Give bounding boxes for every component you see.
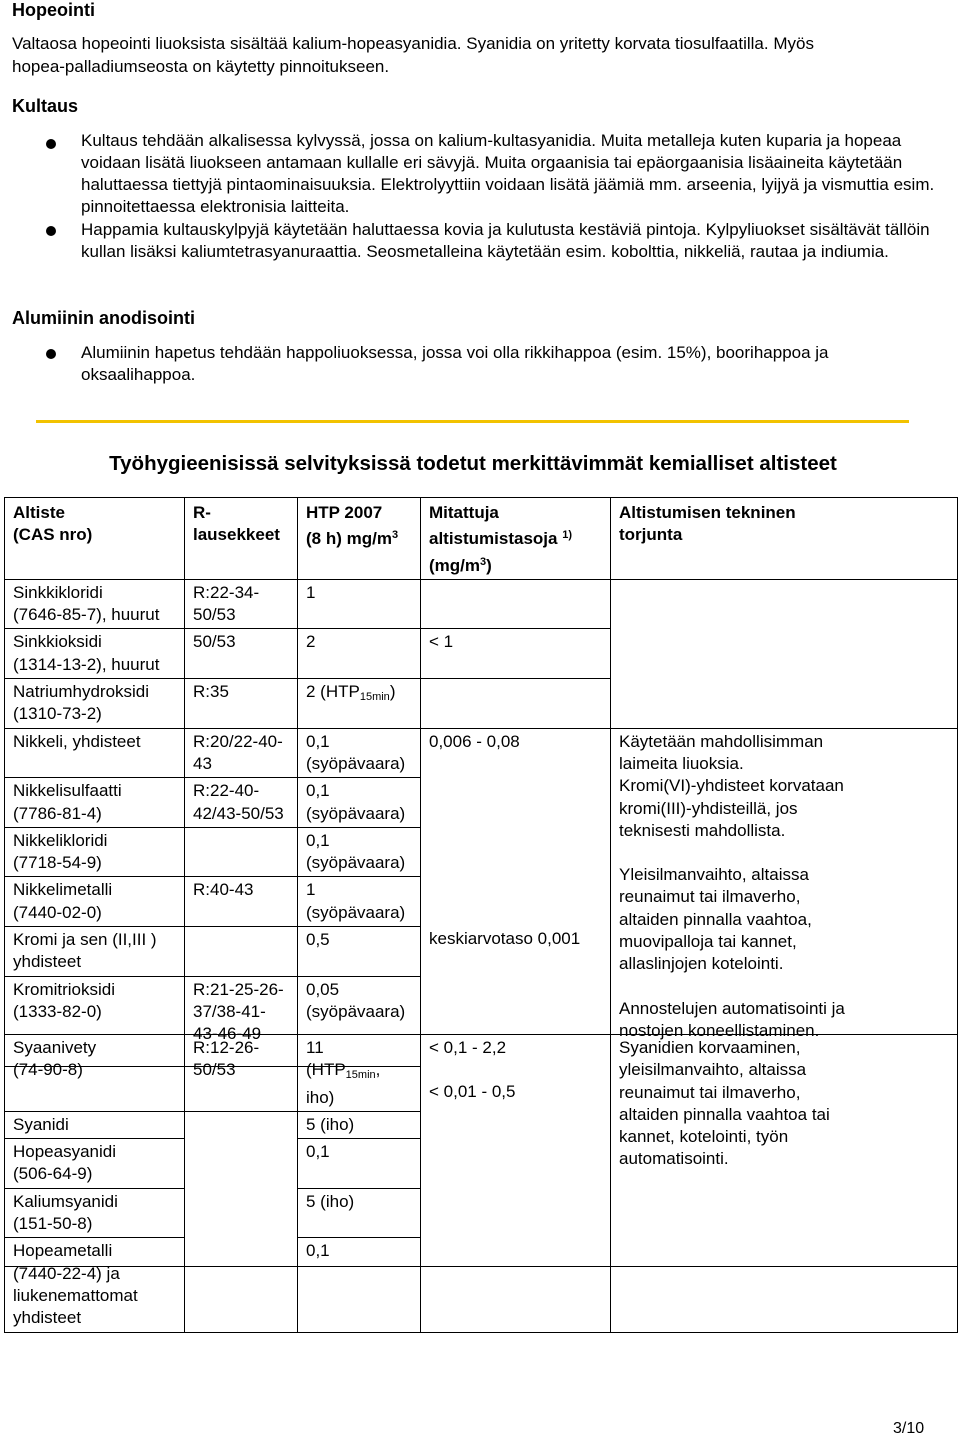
cell-altiste: Sinkkioksidi (1314-13-2), huurut — [5, 629, 185, 679]
bullet-icon — [46, 139, 56, 149]
divider — [36, 420, 909, 423]
header-altiste: Altiste (CAS nro) — [5, 498, 185, 580]
cell-htp: 0,1 — [298, 1238, 421, 1332]
list-item: Kultaus tehdään alkalisessa kylvyssä, jossa on kalium-kultasyanidia. Muita metalleja kuten kuparia ja hopeaa voidaan lisätä liuokseen antamaan kullalle eri sävyjä. Muita orgaanisia tai epäorgaanisia lisäaineita käytetään haluttaessa tiettyjä pintaominaisuuksia. Elektrolyyttiin voidaan lisätä jäämiä mm. arseenia, lyijyä ja vismuttia esim. pinnoitettaessa elektronisia laitteita. — [81, 131, 935, 216]
cell-altiste: Hopeametalli (7440-22-4) ja liukenemattomat yhdisteet — [5, 1238, 185, 1332]
cell-r: R:22-40- 42/43-50/53 — [185, 778, 298, 828]
cell-altiste: Syaanivety (74-90-8) — [5, 1035, 185, 1112]
cell-r — [185, 827, 298, 877]
cell-htp: 1 — [298, 579, 421, 629]
cell-mitattu: keskiarvotaso 0,001 — [421, 1066, 611, 1266]
header-mitattuja: Mitattuja altistumistasoja $^{1)}$ $(mg/m^3)$ — [421, 498, 611, 580]
bullet-icon — [46, 226, 56, 236]
paragraph-line: Valtaosa hopeointi liuoksista sisältää kalium-hopeasyanidia. Syanidia on yritetty korvata tiosulfaatilla. Myös — [12, 34, 814, 53]
cell-htp: 2 $(HTP_{15min})$ — [298, 679, 421, 729]
cell-htp: 11 ($HTP_{15min}$, iho) — [298, 1035, 421, 1112]
table-row — [5, 1035, 958, 1112]
heading-kultaus: Kultaus — [12, 96, 79, 116]
cell-torjunta-nikkeli: Käytetään mahdollisimman laimeita liuoksia. Kromi(VI)-yhdisteet korvataan kromi(III)-yhdisteillä, jos teknisesti mahdollista. Yleisilmanvaihto, altaissa reunaimut tai ilmaverho, altaiden pinnalla vaahtoa, muovipalloja tai kannet, allaslinjojen kotelointi. Annostelujen automatisointi ja nostojen koneellistaminen. — [611, 728, 958, 1266]
heading-hopeointi: Hopeointi — [12, 0, 95, 20]
page-number: 3/10 — [893, 1420, 925, 1437]
cell-torjunta-syanidi: Syanidien korvaaminen, yleisilmanvaihto, altaissa reunaimut tai ilmaverho, altaiden pinnalla vaahtoa tai kannet, kotelointi, työn automatisointi. — [611, 1035, 958, 1333]
cell-htp: 1 (syöpävaara) — [298, 877, 421, 927]
heading-alumiinin-anodisointi: Alumiinin anodisointi — [12, 308, 195, 328]
bullet-icon — [46, 349, 56, 359]
cell-r — [185, 1111, 298, 1332]
cell-mitattu: < 1 — [421, 629, 611, 679]
header-r-lausekkeet: R- lausekkeet — [185, 498, 298, 580]
cell-htp: 0,05 (syöpävaara) — [298, 976, 421, 1066]
cell-htp: 0,1 (syöpävaara) — [298, 778, 421, 828]
cell-r: R:35 — [185, 679, 298, 729]
cell-altiste: Nikkelikloridi (7718-54-9) — [5, 827, 185, 877]
exposure-table-syanidi — [4, 1034, 958, 1333]
cell-altiste: Hopeasyanidi (506-64-9) — [5, 1139, 185, 1189]
cell-altiste: Nikkelimetalli (7440-02-0) — [5, 877, 185, 927]
list-item: Happamia kultauskylpyjä käytetään haluttaessa kovia ja kulutusta kestäviä pintoja. Kylpyliuokset sisältävät tällöin kullan lisäksi kaliumtetrasyanuraattia. Seosmetalleina käytetään esim. kobolttia, nikkeliä, rautaa ja indiumia. — [81, 220, 930, 261]
cell-r: 50/53 — [185, 629, 298, 679]
cell-mitattu — [421, 579, 611, 629]
list-item: Alumiinin hapetus tehdään happoliuoksessa, jossa voi olla rikkihappoa (esim. 15%), boorihappoa ja oksaalihappoa. — [81, 343, 829, 384]
cell-altiste: Kromi ja sen (II,III ) yhdisteet — [5, 927, 185, 977]
header-torjunta: Altistumisen tekninen torjunta — [611, 498, 958, 580]
cell-r — [185, 927, 298, 977]
cell-r: R:40-43 — [185, 877, 298, 927]
cell-htp: 0,1 (syöpävaara) — [298, 827, 421, 877]
cell-mitattu: 0,006 - 0,08 — [421, 728, 611, 1066]
cell-r: R:20/22-40- 43 — [185, 728, 298, 778]
cell-r: R:22-34- 50/53 — [185, 579, 298, 629]
cell-htp: 0,1 (syöpävaara) — [298, 728, 421, 778]
cell-htp: 5 (iho) — [298, 1111, 421, 1138]
paragraph-hopeointi — [12, 33, 947, 78]
cell-mitattu — [421, 679, 611, 729]
table-row — [5, 579, 958, 629]
cell-htp: 0,1 — [298, 1139, 421, 1189]
paragraph-line: hopea-palladiumseosta on käytetty pinnoitukseen. — [12, 56, 390, 76]
cell-r: R:21-25-26- 37/38-41- 43-46-49 — [185, 976, 298, 1066]
cell-altiste: Natriumhydroksidi (1310-73-2) — [5, 679, 185, 729]
cell-altiste: Kaliumsyanidi (151-50-8) — [5, 1188, 185, 1238]
table-header-row — [5, 498, 958, 580]
cell-torjunta — [611, 579, 958, 728]
table-title: Työhygieenisissä selvityksissä todetut merkittävimmät kemialliset altisteet — [109, 452, 837, 475]
cell-altiste: Nikkeli, yhdisteet — [5, 728, 185, 778]
cell-altiste: Sinkkikloridi (7646-85-7), huurut — [5, 579, 185, 629]
cell-htp: 2 — [298, 629, 421, 679]
cell-htp: 0,5 — [298, 927, 421, 977]
table-row — [5, 728, 958, 778]
cell-altiste: Kromitrioksidi (1333-82-0) — [5, 976, 185, 1066]
cell-altiste: Nikkelisulfaatti (7786-81-4) — [5, 778, 185, 828]
header-htp: HTP 2007 (8 h) $mg/m^3$ — [298, 498, 421, 580]
cell-altiste: Syanidi — [5, 1111, 185, 1138]
cell-htp: 5 (iho) — [298, 1188, 421, 1238]
cell-r: R:12-26- 50/53 — [185, 1035, 298, 1112]
cell-mitattu: < 0,1 - 2,2 < 0,01 - 0,5 — [421, 1035, 611, 1333]
